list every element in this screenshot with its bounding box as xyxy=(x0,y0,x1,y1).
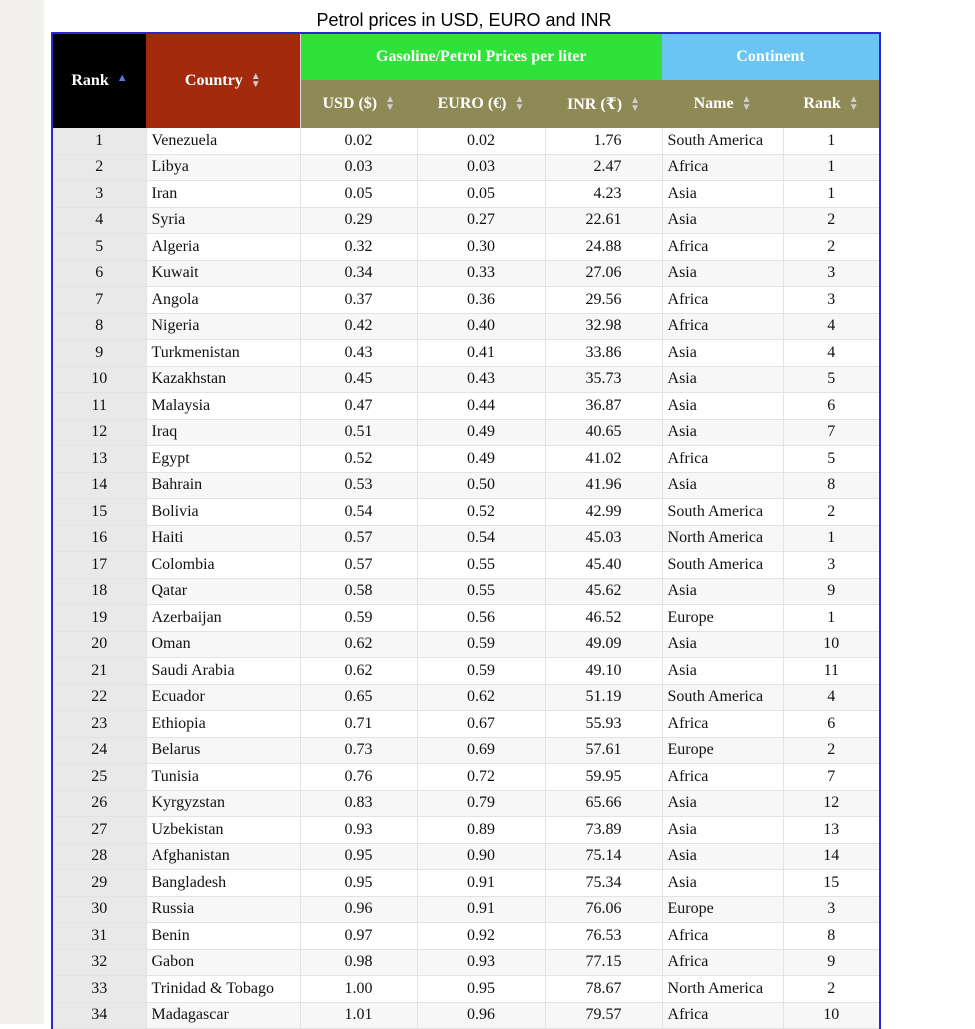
continent-rank-cell: 2 xyxy=(783,207,880,234)
euro-price-cell: 0.55 xyxy=(417,578,545,605)
rank-cell: 29 xyxy=(52,870,146,897)
country-cell: Kuwait xyxy=(146,260,300,287)
usd-price-cell: 0.59 xyxy=(300,605,417,632)
continent-rank-cell: 5 xyxy=(783,446,880,473)
continent-rank-cell: 13 xyxy=(783,817,880,844)
continent-name-header-label: Name xyxy=(693,95,734,112)
usd-price-cell: 0.34 xyxy=(300,260,417,287)
inr-price-cell: 45.62 xyxy=(545,578,662,605)
rank-cell: 8 xyxy=(52,313,146,340)
rank-cell: 31 xyxy=(52,923,146,950)
continent-name-cell: Asia xyxy=(662,419,783,446)
continent-name-cell: Asia xyxy=(662,631,783,658)
continent-rank-cell: 3 xyxy=(783,552,880,579)
continent-name-cell: Europe xyxy=(662,896,783,923)
inr-price-cell: 49.09 xyxy=(545,631,662,658)
usd-price-cell: 0.05 xyxy=(300,181,417,208)
usd-price-cell: 0.62 xyxy=(300,631,417,658)
usd-price-cell: 0.71 xyxy=(300,711,417,738)
table-row xyxy=(52,605,880,632)
country-cell: Syria xyxy=(146,207,300,234)
euro-price-cell: 0.67 xyxy=(417,711,545,738)
inr-price-cell: 35.73 xyxy=(545,366,662,393)
rank-cell: 18 xyxy=(52,578,146,605)
rank-cell: 30 xyxy=(52,896,146,923)
continent-name-cell: Asia xyxy=(662,260,783,287)
table-row xyxy=(52,658,880,685)
euro-price-cell: 0.05 xyxy=(417,181,545,208)
usd-price-cell: 0.02 xyxy=(300,128,417,154)
continent-rank-cell: 3 xyxy=(783,896,880,923)
inr-price-cell: 51.19 xyxy=(545,684,662,711)
continent-name-cell: Asia xyxy=(662,366,783,393)
inr-price-cell: 79.57 xyxy=(545,1002,662,1029)
continent-rank-cell: 6 xyxy=(783,711,880,738)
continent-rank-cell: 9 xyxy=(783,578,880,605)
country-cell: Kyrgyzstan xyxy=(146,790,300,817)
sort-icon: ▲ ▼ xyxy=(630,95,641,115)
country-cell: Bangladesh xyxy=(146,870,300,897)
usd-price-cell: 0.54 xyxy=(300,499,417,526)
continent-name-cell: Europe xyxy=(662,605,783,632)
table-title: Petrol prices in USD, EURO and INR xyxy=(316,10,612,30)
continent-name-cell: Africa xyxy=(662,923,783,950)
table-row xyxy=(52,578,880,605)
continent-name-cell: Africa xyxy=(662,234,783,261)
inr-price-cell: 59.95 xyxy=(545,764,662,791)
euro-price-cell: 0.72 xyxy=(417,764,545,791)
table-row xyxy=(52,525,880,552)
euro-price-cell: 0.92 xyxy=(417,923,545,950)
usd-header-label: USD ($) xyxy=(322,95,378,112)
continent-group-header: Continent xyxy=(662,33,880,80)
table-body xyxy=(52,128,880,1029)
inr-header-label: INR (₹) xyxy=(566,96,623,113)
country-cell: Afghanistan xyxy=(146,843,300,870)
usd-price-cell: 0.03 xyxy=(300,154,417,181)
country-cell: Algeria xyxy=(146,234,300,261)
page-margin xyxy=(0,0,44,1024)
euro-price-cell: 0.03 xyxy=(417,154,545,181)
rank-cell: 32 xyxy=(52,949,146,976)
sort-icon: ▲ ▼ xyxy=(848,94,859,114)
rank-cell: 23 xyxy=(52,711,146,738)
euro-price-cell: 0.95 xyxy=(417,976,545,1003)
euro-price-cell: 0.30 xyxy=(417,234,545,261)
table-row xyxy=(52,499,880,526)
table-row xyxy=(52,472,880,499)
euro-price-cell: 0.41 xyxy=(417,340,545,367)
country-cell: Benin xyxy=(146,923,300,950)
rank-cell: 7 xyxy=(52,287,146,314)
inr-price-cell: 22.61 xyxy=(545,207,662,234)
usd-price-cell: 0.53 xyxy=(300,472,417,499)
continent-rank-cell: 2 xyxy=(783,234,880,261)
euro-price-cell: 0.56 xyxy=(417,605,545,632)
euro-price-cell: 0.49 xyxy=(417,446,545,473)
usd-price-cell: 0.32 xyxy=(300,234,417,261)
country-cell: Haiti xyxy=(146,525,300,552)
table-row xyxy=(52,234,880,261)
usd-price-cell: 0.37 xyxy=(300,287,417,314)
rank-cell: 14 xyxy=(52,472,146,499)
continent-rank-column-header[interactable] xyxy=(783,80,880,128)
euro-price-cell: 0.43 xyxy=(417,366,545,393)
inr-price-cell: 55.93 xyxy=(545,711,662,738)
euro-price-cell: 0.79 xyxy=(417,790,545,817)
table-row xyxy=(52,128,880,154)
inr-price-cell: 75.14 xyxy=(545,843,662,870)
inr-price-cell: 78.67 xyxy=(545,976,662,1003)
inr-price-cell: 41.02 xyxy=(545,446,662,473)
continent-name-cell: Asia xyxy=(662,207,783,234)
table-row xyxy=(52,393,880,420)
country-cell: Egypt xyxy=(146,446,300,473)
rank-cell: 19 xyxy=(52,605,146,632)
continent-name-cell: Asia xyxy=(662,658,783,685)
rank-cell: 10 xyxy=(52,366,146,393)
inr-price-cell: 41.96 xyxy=(545,472,662,499)
continent-rank-header-label: Rank xyxy=(803,95,841,112)
euro-price-cell: 0.93 xyxy=(417,949,545,976)
continent-name-cell: South America xyxy=(662,499,783,526)
continent-name-cell: Asia xyxy=(662,843,783,870)
inr-price-cell: 76.06 xyxy=(545,896,662,923)
table-row xyxy=(52,923,880,950)
country-cell: Belarus xyxy=(146,737,300,764)
rank-cell: 21 xyxy=(52,658,146,685)
sort-icon: ▲ ▼ xyxy=(741,94,752,114)
continent-name-cell: Africa xyxy=(662,313,783,340)
inr-price-cell: 45.40 xyxy=(545,552,662,579)
usd-price-cell: 0.51 xyxy=(300,419,417,446)
inr-price-cell: 36.87 xyxy=(545,393,662,420)
continent-name-cell: Africa xyxy=(662,711,783,738)
table-row xyxy=(52,313,880,340)
continent-name-cell: Asia xyxy=(662,472,783,499)
rank-cell: 26 xyxy=(52,790,146,817)
rank-cell: 11 xyxy=(52,393,146,420)
country-cell: Oman xyxy=(146,631,300,658)
table-row xyxy=(52,207,880,234)
rank-cell: 5 xyxy=(52,234,146,261)
inr-price-cell: 29.56 xyxy=(545,287,662,314)
country-cell: Gabon xyxy=(146,949,300,976)
rank-header-label: Rank xyxy=(71,72,109,89)
euro-price-cell: 0.59 xyxy=(417,658,545,685)
usd-price-cell: 0.62 xyxy=(300,658,417,685)
euro-price-cell: 0.69 xyxy=(417,737,545,764)
rank-cell: 34 xyxy=(52,1002,146,1029)
inr-price-cell: 73.89 xyxy=(545,817,662,844)
usd-price-cell: 0.96 xyxy=(300,896,417,923)
country-cell: Saudi Arabia xyxy=(146,658,300,685)
table-row xyxy=(52,790,880,817)
rank-cell: 24 xyxy=(52,737,146,764)
country-cell: Iran xyxy=(146,181,300,208)
usd-price-cell: 1.00 xyxy=(300,976,417,1003)
inr-column-header[interactable] xyxy=(545,80,662,128)
inr-price-cell: 57.61 xyxy=(545,737,662,764)
usd-price-cell: 0.43 xyxy=(300,340,417,367)
usd-price-cell: 0.58 xyxy=(300,578,417,605)
usd-price-cell: 0.57 xyxy=(300,525,417,552)
usd-price-cell: 0.76 xyxy=(300,764,417,791)
usd-price-cell: 0.52 xyxy=(300,446,417,473)
usd-price-cell: 0.93 xyxy=(300,817,417,844)
continent-name-cell: South America xyxy=(662,684,783,711)
continent-rank-cell: 5 xyxy=(783,366,880,393)
usd-column-header[interactable] xyxy=(300,80,417,128)
inr-price-cell: 2.47 xyxy=(545,154,662,181)
usd-price-cell: 0.57 xyxy=(300,552,417,579)
continent-rank-cell: 9 xyxy=(783,949,880,976)
country-column-header[interactable] xyxy=(146,33,300,128)
rank-cell: 15 xyxy=(52,499,146,526)
country-header-label: Country xyxy=(184,72,243,89)
continent-name-cell: Asia xyxy=(662,181,783,208)
continent-rank-cell: 7 xyxy=(783,419,880,446)
table-row xyxy=(52,631,880,658)
continent-name-cell: Africa xyxy=(662,949,783,976)
table-row xyxy=(52,1002,880,1029)
country-cell: Madagascar xyxy=(146,1002,300,1029)
continent-name-cell: Asia xyxy=(662,578,783,605)
rank-cell: 22 xyxy=(52,684,146,711)
usd-price-cell: 0.98 xyxy=(300,949,417,976)
euro-price-cell: 0.96 xyxy=(417,1002,545,1029)
inr-price-cell: 65.66 xyxy=(545,790,662,817)
usd-price-cell: 0.95 xyxy=(300,870,417,897)
euro-price-cell: 0.89 xyxy=(417,817,545,844)
country-cell: Tunisia xyxy=(146,764,300,791)
country-cell: Colombia xyxy=(146,552,300,579)
rank-cell: 9 xyxy=(52,340,146,367)
continent-rank-cell: 7 xyxy=(783,764,880,791)
continent-rank-cell: 2 xyxy=(783,737,880,764)
table-row xyxy=(52,896,880,923)
continent-rank-cell: 1 xyxy=(783,525,880,552)
country-cell: Russia xyxy=(146,896,300,923)
table-row xyxy=(52,340,880,367)
continent-name-cell: Europe xyxy=(662,737,783,764)
continent-rank-cell: 8 xyxy=(783,472,880,499)
continent-name-cell: Asia xyxy=(662,790,783,817)
continent-name-cell: Africa xyxy=(662,287,783,314)
continent-rank-cell: 1 xyxy=(783,181,880,208)
table-row xyxy=(52,446,880,473)
inr-price-cell: 32.98 xyxy=(545,313,662,340)
table-row xyxy=(52,181,880,208)
rank-cell: 2 xyxy=(52,154,146,181)
rank-cell: 33 xyxy=(52,976,146,1003)
sort-icon: ▲ ▼ xyxy=(250,71,261,91)
inr-price-cell: 42.99 xyxy=(545,499,662,526)
inr-price-cell: 75.34 xyxy=(545,870,662,897)
continent-rank-cell: 4 xyxy=(783,340,880,367)
country-cell: Iraq xyxy=(146,419,300,446)
usd-price-cell: 0.47 xyxy=(300,393,417,420)
continent-name-cell: Africa xyxy=(662,1002,783,1029)
usd-price-cell: 0.42 xyxy=(300,313,417,340)
continent-name-cell: Asia xyxy=(662,340,783,367)
continent-rank-cell: 15 xyxy=(783,870,880,897)
country-cell: Ecuador xyxy=(146,684,300,711)
table-row xyxy=(52,287,880,314)
continent-name-cell: Africa xyxy=(662,154,783,181)
euro-price-cell: 0.02 xyxy=(417,128,545,154)
table-row xyxy=(52,976,880,1003)
continent-rank-cell: 10 xyxy=(783,631,880,658)
usd-price-cell: 0.73 xyxy=(300,737,417,764)
euro-price-cell: 0.27 xyxy=(417,207,545,234)
euro-column-header[interactable] xyxy=(417,80,545,128)
inr-price-cell: 77.15 xyxy=(545,949,662,976)
rank-cell: 16 xyxy=(52,525,146,552)
rank-cell: 6 xyxy=(52,260,146,287)
country-cell: Kazakhstan xyxy=(146,366,300,393)
continent-rank-cell: 3 xyxy=(783,287,880,314)
table-row xyxy=(52,684,880,711)
table-row xyxy=(52,737,880,764)
euro-price-cell: 0.50 xyxy=(417,472,545,499)
continent-name-cell: North America xyxy=(662,976,783,1003)
inr-price-cell: 27.06 xyxy=(545,260,662,287)
table-row xyxy=(52,817,880,844)
continent-name-cell: South America xyxy=(662,128,783,154)
table-row xyxy=(52,419,880,446)
sort-icon: ▲ ▼ xyxy=(385,94,396,114)
inr-price-cell: 76.53 xyxy=(545,923,662,950)
euro-price-cell: 0.40 xyxy=(417,313,545,340)
euro-price-cell: 0.91 xyxy=(417,896,545,923)
continent-name-cell: Asia xyxy=(662,393,783,420)
continent-rank-cell: 1 xyxy=(783,154,880,181)
inr-price-cell: 24.88 xyxy=(545,234,662,261)
rank-cell: 27 xyxy=(52,817,146,844)
euro-price-cell: 0.44 xyxy=(417,393,545,420)
euro-price-cell: 0.54 xyxy=(417,525,545,552)
rank-cell: 1 xyxy=(52,128,146,154)
euro-price-cell: 0.49 xyxy=(417,419,545,446)
usd-price-cell: 0.65 xyxy=(300,684,417,711)
continent-name-cell: Asia xyxy=(662,870,783,897)
continent-name-cell: Asia xyxy=(662,817,783,844)
euro-price-cell: 0.90 xyxy=(417,843,545,870)
usd-price-cell: 0.45 xyxy=(300,366,417,393)
country-cell: Nigeria xyxy=(146,313,300,340)
rank-cell: 28 xyxy=(52,843,146,870)
continent-rank-cell: 12 xyxy=(783,790,880,817)
continent-rank-cell: 4 xyxy=(783,313,880,340)
country-cell: Venezuela xyxy=(146,128,300,154)
rank-cell: 4 xyxy=(52,207,146,234)
country-cell: Trinidad & Tobago xyxy=(146,976,300,1003)
continent-rank-cell: 10 xyxy=(783,1002,880,1029)
table-row xyxy=(52,552,880,579)
continent-rank-cell: 1 xyxy=(783,605,880,632)
country-cell: Bolivia xyxy=(146,499,300,526)
sort-icon: ▲ ▼ xyxy=(514,94,525,114)
table-row xyxy=(52,870,880,897)
continent-rank-cell: 2 xyxy=(783,499,880,526)
usd-price-cell: 0.83 xyxy=(300,790,417,817)
inr-price-cell: 45.03 xyxy=(545,525,662,552)
inr-price-cell: 1.76 xyxy=(545,128,662,154)
continent-name-cell: Africa xyxy=(662,764,783,791)
rank-cell: 20 xyxy=(52,631,146,658)
euro-price-cell: 0.52 xyxy=(417,499,545,526)
euro-price-cell: 0.33 xyxy=(417,260,545,287)
country-cell: Uzbekistan xyxy=(146,817,300,844)
continent-name-cell: Africa xyxy=(662,446,783,473)
continent-rank-cell: 4 xyxy=(783,684,880,711)
rank-cell: 17 xyxy=(52,552,146,579)
inr-price-cell: 33.86 xyxy=(545,340,662,367)
continent-rank-cell: 8 xyxy=(783,923,880,950)
petrol-price-table xyxy=(51,32,881,1029)
country-cell: Libya xyxy=(146,154,300,181)
rank-column-header[interactable] xyxy=(52,33,146,128)
table-row xyxy=(52,949,880,976)
country-cell: Qatar xyxy=(146,578,300,605)
table-row xyxy=(52,843,880,870)
country-cell: Ethiopia xyxy=(146,711,300,738)
continent-rank-cell: 14 xyxy=(783,843,880,870)
euro-header-label: EURO (€) xyxy=(437,95,507,112)
usd-price-cell: 0.29 xyxy=(300,207,417,234)
continent-rank-cell: 11 xyxy=(783,658,880,685)
table-row xyxy=(52,764,880,791)
inr-price-cell: 4.23 xyxy=(545,181,662,208)
inr-price-cell: 49.10 xyxy=(545,658,662,685)
rank-cell: 12 xyxy=(52,419,146,446)
continent-name-column-header[interactable] xyxy=(662,80,783,128)
usd-price-cell: 0.95 xyxy=(300,843,417,870)
euro-price-cell: 0.36 xyxy=(417,287,545,314)
country-cell: Angola xyxy=(146,287,300,314)
table-row xyxy=(52,260,880,287)
continent-rank-cell: 2 xyxy=(783,976,880,1003)
inr-price-cell: 46.52 xyxy=(545,605,662,632)
table-row xyxy=(52,711,880,738)
gasoline-price-group-header: Gasoline/Petrol Prices per liter xyxy=(300,33,662,80)
sort-ascending-icon: ▲ xyxy=(116,72,128,84)
continent-name-cell: South America xyxy=(662,552,783,579)
table-row xyxy=(52,366,880,393)
continent-rank-cell: 3 xyxy=(783,260,880,287)
usd-price-cell: 0.97 xyxy=(300,923,417,950)
euro-price-cell: 0.55 xyxy=(417,552,545,579)
country-cell: Malaysia xyxy=(146,393,300,420)
table-row xyxy=(52,154,880,181)
usd-price-cell: 1.01 xyxy=(300,1002,417,1029)
country-cell: Turkmenistan xyxy=(146,340,300,367)
rank-cell: 13 xyxy=(52,446,146,473)
euro-price-cell: 0.91 xyxy=(417,870,545,897)
rank-cell: 25 xyxy=(52,764,146,791)
continent-rank-cell: 6 xyxy=(783,393,880,420)
country-cell: Bahrain xyxy=(146,472,300,499)
continent-rank-cell: 1 xyxy=(783,128,880,154)
inr-price-cell: 40.65 xyxy=(545,419,662,446)
continent-name-cell: North America xyxy=(662,525,783,552)
euro-price-cell: 0.59 xyxy=(417,631,545,658)
country-cell: Azerbaijan xyxy=(146,605,300,632)
rank-cell: 3 xyxy=(52,181,146,208)
euro-price-cell: 0.62 xyxy=(417,684,545,711)
